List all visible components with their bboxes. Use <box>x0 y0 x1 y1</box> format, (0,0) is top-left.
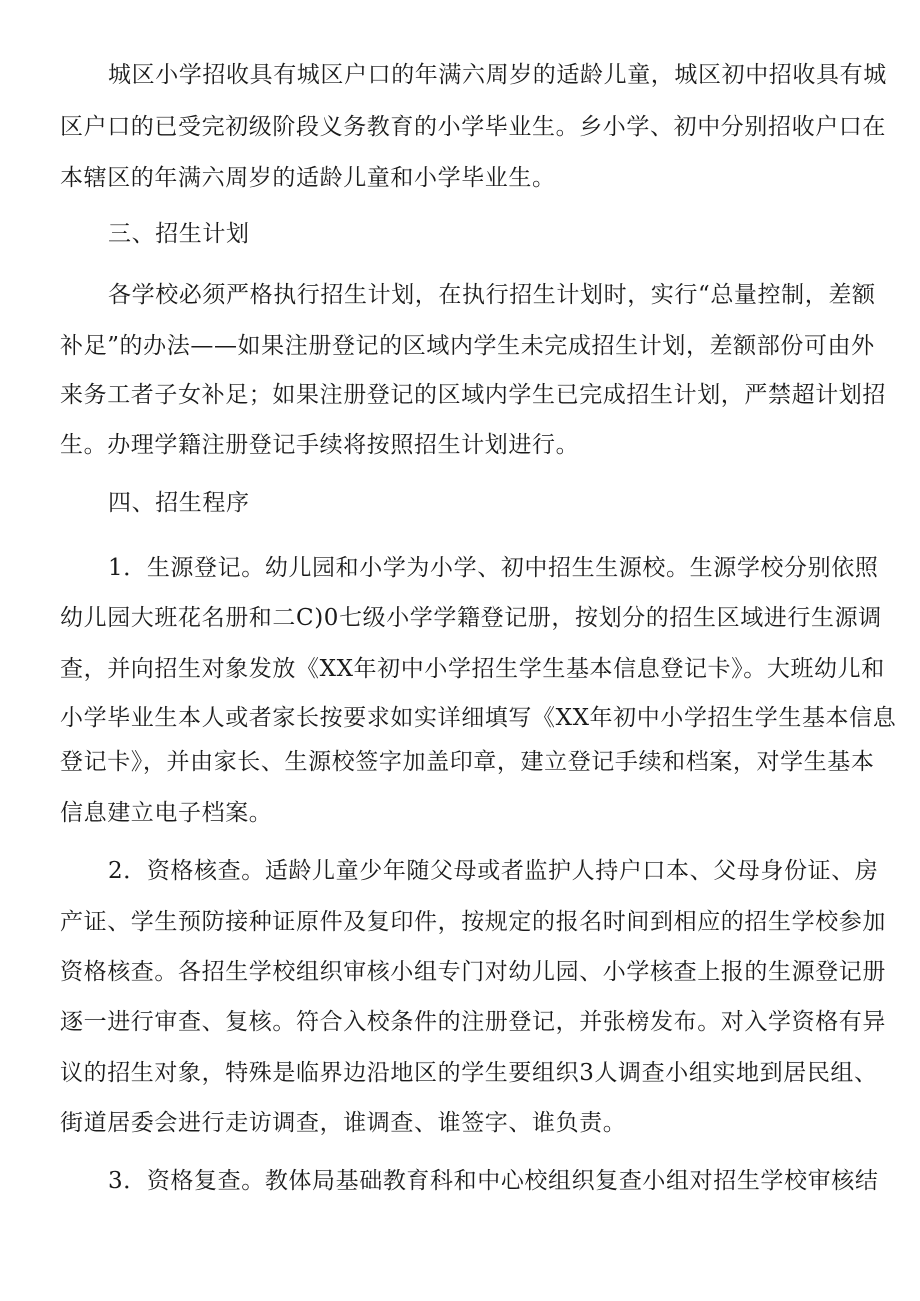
paragraph-2-line-2: 补足”的办法——如果注册登记的区域内学生未完成招生计划，差额部份可由外 <box>60 333 875 359</box>
paragraph-1-line-3: 本辖区的年满六周岁的适龄儿童和小学毕业生。 <box>60 165 556 191</box>
paragraph-3-line-6: 信息建立电子档案。 <box>60 800 273 826</box>
section-heading-procedure: 四、招生程序 <box>108 490 250 516</box>
paragraph-3-line-5: 登记卡》，并由家长、生源校签字加盖印章，建立登记手续和档案，对学生基本 <box>60 749 875 775</box>
paragraph-3-line-4: 小学毕业生本人或者家长按要求如实详细填写《XX年初中小学招生学生基本信息 <box>60 705 897 731</box>
section-heading-plan: 三、招生计划 <box>108 221 250 247</box>
paragraph-1-line-2: 区户口的已受完初级阶段义务教育的小学毕业生。乡小学、初中分别招收户口在 <box>60 114 886 140</box>
paragraph-4-line-5: 议的招生对象，特殊是临界边沿地区的学生要组织3人调查小组实地到居民组、 <box>60 1060 878 1086</box>
paragraph-2-line-1: 各学校必须严格执行招生计划，在执行招生计划时，实行“总量控制，差额 <box>108 282 876 308</box>
paragraph-5-line-1: 3．资格复查。教体局基础教育科和中心校组织复查小组对招生学校审核结 <box>108 1168 879 1194</box>
paragraph-4-line-2: 产证、学生预防接种证原件及复印件，按规定的报名时间到相应的招生学校参加 <box>60 909 886 935</box>
paragraph-2-line-3: 来务工者子女补足；如果注册登记的区域内学生已完成招生计划，严禁超计划招 <box>60 382 886 408</box>
paragraph-3-line-1: 1．生源登记。幼儿园和小学为小学、初中招生生源校。生源学校分别依照 <box>108 555 879 581</box>
paragraph-3-line-3: 查，并向招生对象发放《XX年初中小学招生学生基本信息登记卡》。大班幼儿和 <box>60 656 885 682</box>
paragraph-4-line-3: 资格核查。各招生学校组织审核小组专门对幼儿园、小学核查上报的生源登记册 <box>60 959 886 985</box>
paragraph-4-line-4: 逐一进行审查、复核。符合入校条件的注册登记，并张榜发布。对入学资格有异 <box>60 1009 886 1035</box>
paragraph-3-line-2: 幼儿园大班花名册和二C)0七级小学学籍登记册，按划分的招生区域进行生源调 <box>60 605 882 631</box>
paragraph-1-line-1: 城区小学招收具有城区户口的年满六周岁的适龄儿童，城区初中招收具有城 <box>108 62 887 88</box>
paragraph-2-line-4: 生。办理学籍注册登记手续将按照招生计划进行。 <box>60 432 580 458</box>
paragraph-4-line-1: 2．资格核查。适龄儿童少年随父母或者监护人持户口本、父母身份证、房 <box>108 858 879 884</box>
paragraph-4-line-6: 街道居委会进行走访调查，谁调查、谁签字、谁负责。 <box>60 1110 627 1136</box>
